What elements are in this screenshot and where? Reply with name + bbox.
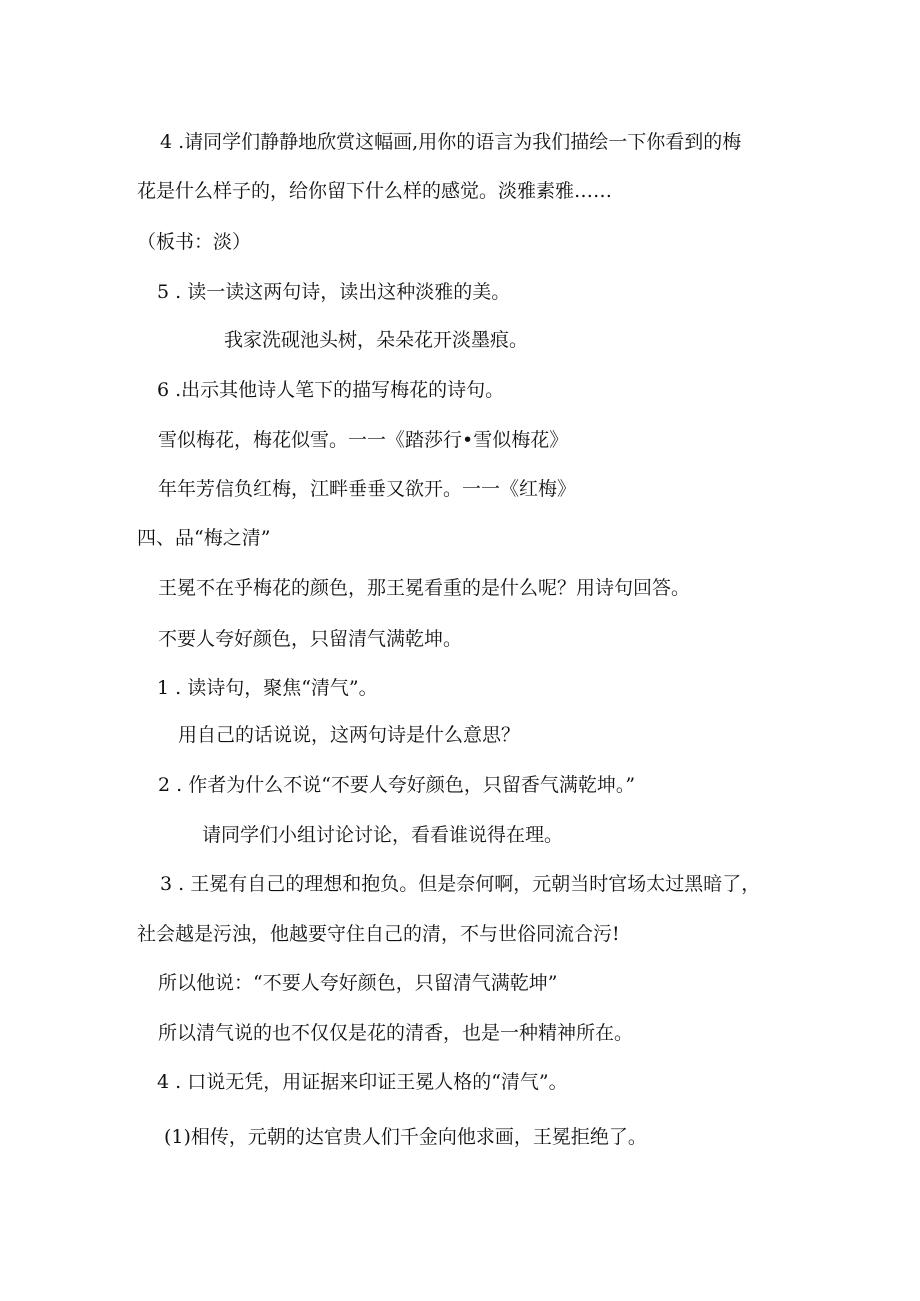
item-1: 1 . 读诗句，聚焦“清气”。 bbox=[157, 677, 378, 699]
poem-line-1: 我家洗砚池头树，朵朵花开淡墨痕。 bbox=[224, 329, 529, 351]
item-5: 5 . 读一读这两句诗，读出这种淡雅的美。 bbox=[157, 281, 511, 303]
paragraph-4-line-1: 4 .请同学们静静地欣赏这幅画,用你的语言为我们描绘一下你看到的梅 bbox=[160, 131, 742, 153]
item-2: 2 . 作者为什么不说“不要人夸好颜色，只留香气满乾坤。” bbox=[158, 774, 636, 796]
paragraph-4-line-2: 花是什么样子的，给你留下什么样的感觉。淡雅素雅…… bbox=[137, 180, 613, 202]
quote-1: 雪似梅花，梅花似雪。一一《踏莎行•雪似梅花》 bbox=[158, 429, 569, 451]
item-3-line-2: 社会越是污浊，他越要守住自己的清，不与世俗同流合污! bbox=[137, 923, 620, 945]
item-4: 4 . 口说无凭，用证据来印证王冕人格的“清气”。 bbox=[157, 1071, 568, 1093]
section-heading: 四、品“梅之清” bbox=[137, 527, 271, 549]
question: 王冕不在乎梅花的颜色，那王冕看重的是什么呢？用诗句回答。 bbox=[158, 577, 691, 599]
item-3-line-3: 所以他说：“不要人夸好颜色，只留清气满乾坤” bbox=[158, 972, 558, 994]
quote-2: 年年芳信负红梅，江畔垂垂又欲开。一一《红梅》 bbox=[158, 478, 577, 500]
item-6: 6 .出示其他诗人笔下的描写梅花的诗句。 bbox=[157, 379, 505, 401]
poem-line-2: 不要人夸好颜色，只留清气满乾坤。 bbox=[158, 628, 463, 650]
blackboard-note: （板书：淡） bbox=[137, 231, 252, 253]
item-1-detail: 用自己的话说说，这两句诗是什么意思？ bbox=[178, 724, 521, 746]
item-3-line-1: 3 . 王冕有自己的理想和抱负。但是奈何啊，元朝当时官场太过黑暗了， bbox=[160, 873, 761, 895]
item-3-line-4: 所以清气说的也不仅仅是花的清香，也是一种精神所在。 bbox=[158, 1022, 634, 1044]
item-4-sub-1: (1)相传，元朝的达官贵人们千金向他求画，王冕拒绝了。 bbox=[164, 1126, 647, 1148]
item-2-detail: 请同学们小组讨论讨论，看看谁说得在理。 bbox=[202, 824, 564, 846]
